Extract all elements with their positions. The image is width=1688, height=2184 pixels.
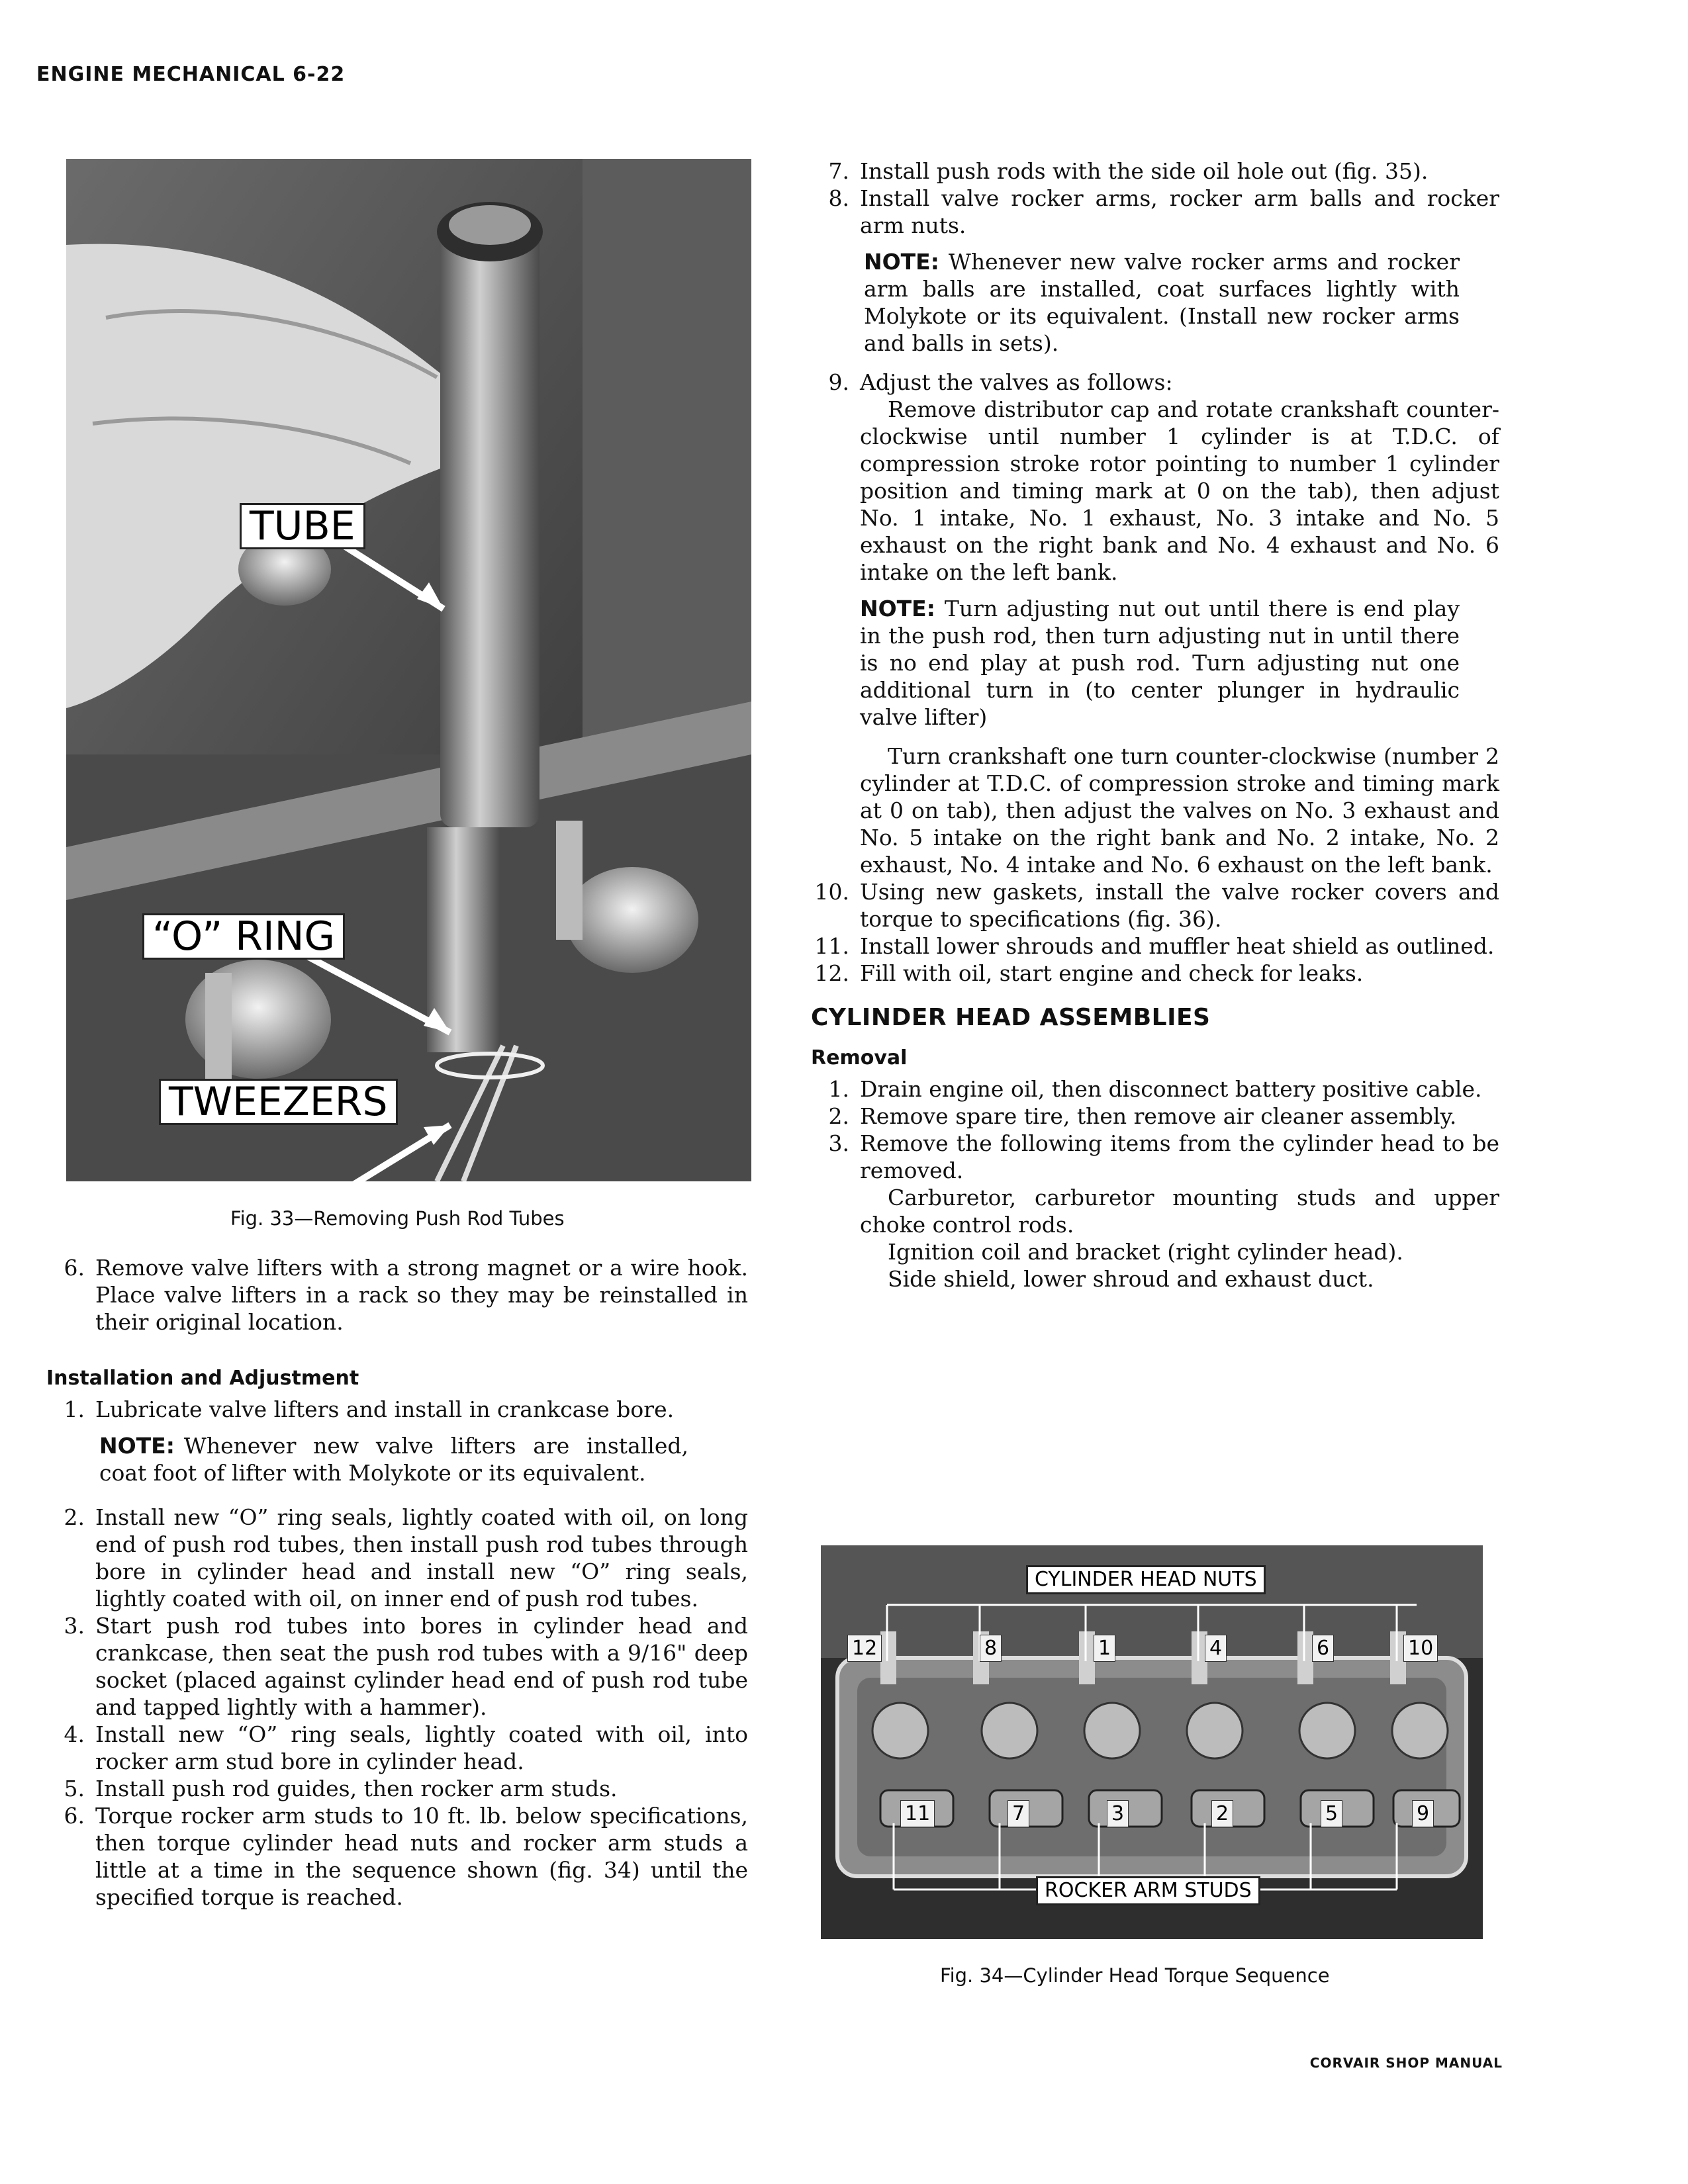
item-number: 9. <box>828 369 849 395</box>
item-text: Remove valve lifters with a strong magnet or a wire hook. Place valve lifters in a rack so they may be reinstalled in their original location. <box>95 1255 748 1335</box>
torque-number: 12 <box>847 1635 882 1662</box>
right-item-11 <box>811 933 1499 960</box>
fig33-label-tube: TUBE <box>240 503 365 549</box>
item-number: 3. <box>64 1613 85 1639</box>
install-item-1 <box>46 1396 748 1423</box>
right-item-10 <box>811 878 1499 933</box>
adjust-paragraph-1: Remove distributor cap and rotate crankshaft counter-clockwise until number 1 cylinder is at T.D.C. of compression stroke rotor pointing to number 1 cylinder position and timing mark at 0 on the tab), then adjust No. 1 intake, No. 1 exhaust, No. 3 intake and No. 5 exhaust on the right bank and No. 4 exhaust and No. 6 intake on the left bank. <box>860 396 1499 585</box>
right-item-8 <box>811 185 1499 239</box>
torque-number: 7 <box>1008 1800 1029 1827</box>
item-number: 10. <box>814 879 849 905</box>
item-text: Lubricate valve lifters and install in crankcase bore. <box>95 1396 675 1422</box>
note-label: NOTE: <box>860 596 935 621</box>
item-number: 1. <box>64 1396 85 1422</box>
torque-number: 11 <box>900 1800 935 1827</box>
right-column <box>811 158 1499 1293</box>
fig34-caption: Fig. 34—Cylinder Head Torque Sequence <box>940 1964 1330 1987</box>
item-text: Remove the following items from the cylinder head to be removed. <box>860 1130 1499 1183</box>
item-text: Remove spare tire, then remove air cleaner assembly. <box>860 1103 1457 1129</box>
removal-item-2 <box>811 1103 1499 1130</box>
torque-number: 6 <box>1312 1635 1334 1662</box>
item-number: 11. <box>814 933 849 959</box>
right-item-9 <box>811 369 1499 396</box>
fig33-label-oring: “O” RING <box>142 913 345 960</box>
item-number: 2. <box>64 1504 85 1530</box>
torque-number: 4 <box>1205 1635 1227 1662</box>
install-item-3 <box>46 1612 748 1721</box>
note-text: Turn adjusting nut out until there is end play in the push rod, then turn adjusting nut in until there is no end play at push rod. Turn adjusting nut one additional turn in (to center plunger in hydraulic valve lifter) <box>860 596 1460 730</box>
note-text: Whenever new valve rocker arms and rocker arm balls are installed, coat surfaces lightly with Molykote or its equivalent. (Install new rocker arms and balls in sets). <box>864 249 1460 356</box>
torque-number: 9 <box>1412 1800 1434 1827</box>
fig33-caption: Fig. 33—Removing Push Rod Tubes <box>230 1207 565 1230</box>
removal-sub-a: Carburetor, carburetor mounting studs and upper choke control rods. <box>860 1185 1499 1238</box>
installation-heading: Installation and Adjustment <box>46 1367 359 1390</box>
torque-number: 1 <box>1094 1635 1115 1662</box>
item-number: 12. <box>814 960 849 986</box>
torque-number: 10 <box>1403 1635 1438 1662</box>
note-label: NOTE: <box>864 249 939 275</box>
item-number: 1. <box>828 1076 849 1102</box>
item-text: Install push rods with the side oil hole out (fig. 35). <box>860 158 1429 184</box>
item-text: Install valve rocker arms, rocker arm balls and rocker arm nuts. <box>860 185 1499 238</box>
install-item-5 <box>46 1775 748 1802</box>
install-item-4 <box>46 1721 748 1775</box>
item-number: 2. <box>828 1103 849 1129</box>
note-rocker-arms <box>864 248 1460 357</box>
note-lifters <box>99 1432 688 1486</box>
right-item-12 <box>811 960 1499 987</box>
removal-heading: Removal <box>811 1046 908 1069</box>
torque-number: 3 <box>1107 1800 1129 1827</box>
item-text: Install push rod guides, then rocker arm studs. <box>95 1776 618 1801</box>
removal-item-1 <box>811 1075 1499 1103</box>
item-number: 8. <box>828 185 849 211</box>
torque-number: 2 <box>1211 1800 1233 1827</box>
torque-number: 5 <box>1321 1800 1342 1827</box>
item-text: Adjust the valves as follows: <box>860 369 1173 395</box>
fig34-photo <box>821 1545 1483 1939</box>
item-number: 4. <box>64 1721 85 1747</box>
page-header: ENGINE MECHANICAL 6-22 <box>36 63 346 86</box>
item-number: 6. <box>64 1255 85 1281</box>
engine-photo-illustration <box>66 159 751 1181</box>
torque-number: 8 <box>980 1635 1002 1662</box>
removal-sub-b: Ignition coil and bracket (right cylinder head). <box>888 1239 1403 1265</box>
item-text: Drain engine oil, then disconnect battery positive cable. <box>860 1076 1482 1102</box>
fig33-label-tweezers: TWEEZERS <box>159 1079 398 1125</box>
item-text: Torque rocker arm studs to 10 ft. lb. below specifications, then torque cylinder head nuts and rocker arm studs a little at a time in the sequence shown (fig. 34) until the specified torque is reached. <box>95 1803 748 1910</box>
note-label: NOTE: <box>99 1433 175 1459</box>
item-text: Install new “O” ring seals, lightly coated with oil, into rocker arm stud bore in cylinder head. <box>95 1721 748 1774</box>
right-item-7 <box>811 158 1499 185</box>
item-number: 7. <box>828 158 849 184</box>
item-number: 5. <box>64 1776 85 1801</box>
item-text: Using new gaskets, install the valve rocker covers and torque to specifications (fig. 36). <box>860 879 1499 932</box>
note-adjusting-nut <box>860 595 1460 731</box>
fig34-label-head-nuts: CYLINDER HEAD NUTS <box>1026 1565 1266 1594</box>
item-number: 6. <box>64 1803 85 1829</box>
left-column <box>46 1254 748 1911</box>
item-number: 3. <box>828 1130 849 1156</box>
item-text: Install lower shrouds and muffler heat shield as outlined. <box>860 933 1495 959</box>
install-item-2 <box>46 1504 748 1612</box>
removal-sub-c: Side shield, lower shroud and exhaust duct. <box>888 1266 1374 1292</box>
fig33-photo <box>66 159 751 1181</box>
page-footer: CORVAIR SHOP MANUAL <box>1309 2055 1503 2071</box>
section-heading: CYLINDER HEAD ASSEMBLIES <box>811 1004 1211 1031</box>
note-text: Whenever new valve lifters are installed, coat foot of lifter with Molykote or its equivalent. <box>99 1433 688 1486</box>
fig34-label-rocker-studs: ROCKER ARM STUDS <box>1036 1876 1260 1905</box>
item-text: Fill with oil, start engine and check for leaks. <box>860 960 1364 986</box>
item-text: Install new “O” ring seals, lightly coated with oil, on long end of push rod tubes, then install push rod tubes through bore in cylinder head and install new “O” ring seals, lightly coated with oil, on inner end of push rod tubes. <box>95 1504 748 1612</box>
item-text: Start push rod tubes into bores in cylinder head and crankcase, then seat the push rod tubes with a 9/16" deep socket (placed against cylinder head end of push rod tube and tapped lightly with a hammer). <box>95 1613 748 1720</box>
removal-item-3 <box>811 1130 1499 1184</box>
install-item-6 <box>46 1802 748 1911</box>
left-item-6 <box>46 1254 748 1336</box>
adjust-paragraph-2: Turn crankshaft one turn counter-clockwise (number 2 cylinder at T.D.C. of compression stroke and timing mark at 0 on tab), then adjust the valves on No. 3 exhaust and No. 5 intake on the right bank and No. 2 intake, No. 2 exhaust, No. 4 intake and No. 6 exhaust on the left bank. <box>860 743 1499 878</box>
